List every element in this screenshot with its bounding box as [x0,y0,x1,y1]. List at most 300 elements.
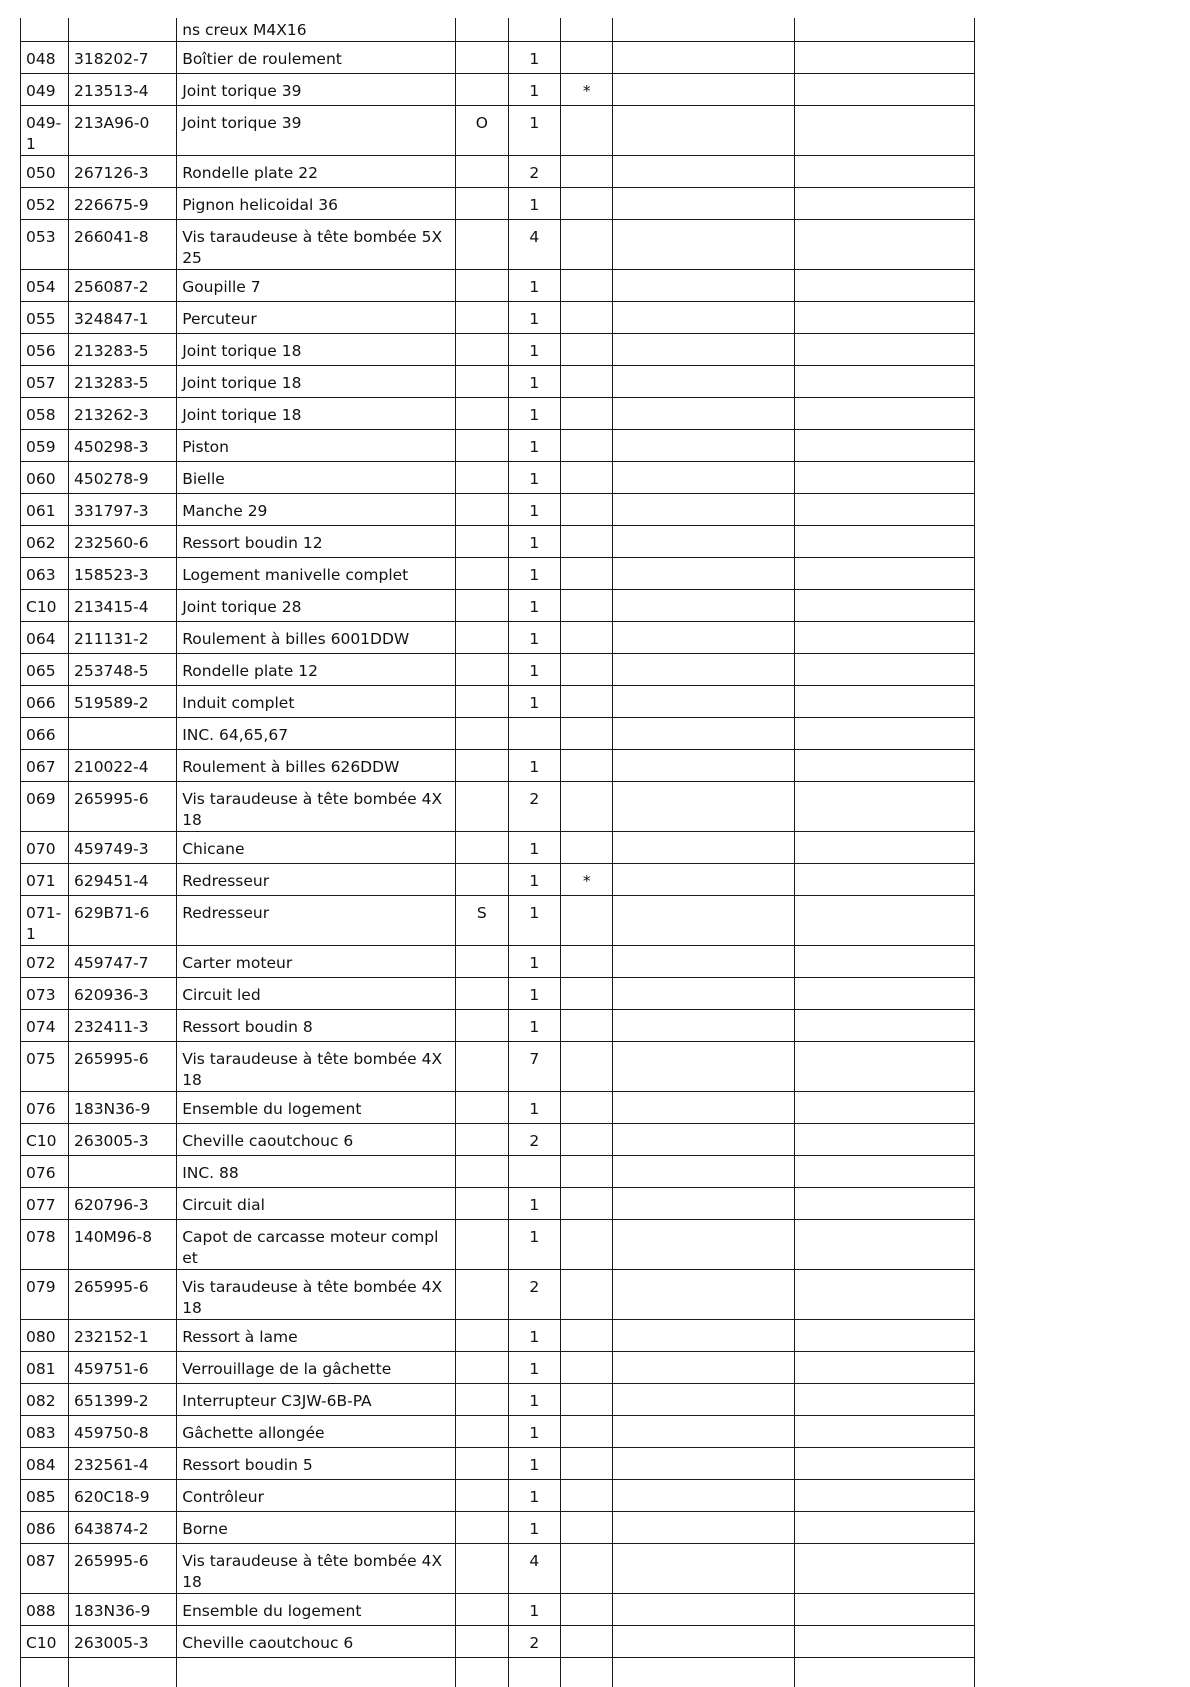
part-number-cell: 265995-6 [68,1042,176,1092]
item-number-cell: 072 [21,946,69,978]
empty-cell [613,526,795,558]
note-cell [456,494,508,526]
note-cell [456,430,508,462]
mark-cell [561,896,613,946]
item-number-cell: 073 [21,978,69,1010]
description-cell: Ressort boudin 8 [177,1010,456,1042]
empty-cell [795,1124,975,1156]
empty-cell [613,1156,795,1188]
quantity-cell: 1 [508,1384,560,1416]
description-cell: Joint torique 39 [177,106,456,156]
mark-cell [561,1270,613,1320]
empty-cell [613,832,795,864]
quantity-cell: 1 [508,622,560,654]
description-cell: Chicane [177,832,456,864]
description-cell: Rondelle plate 12 [177,654,456,686]
empty-cell [795,430,975,462]
quantity-cell: 1 [508,494,560,526]
part-number-cell: 211131-2 [68,622,176,654]
mark-cell [561,750,613,782]
note-cell: S [456,896,508,946]
note-cell [456,1188,508,1220]
mark-cell [561,1626,613,1658]
mark-cell: * [561,864,613,896]
empty-cell [795,366,975,398]
item-number-cell: 066 [21,718,69,750]
note-cell [456,188,508,220]
note-cell [456,42,508,74]
part-number-cell: 232152-1 [68,1320,176,1352]
description-cell: Ressort à lame [177,1320,456,1352]
quantity-cell: 1 [508,430,560,462]
description-cell: ns creux M4X16 [177,18,456,42]
quantity-cell: 4 [508,1544,560,1594]
item-number-cell: C10 [21,590,69,622]
description-cell: Piston [177,430,456,462]
item-number-cell: 062 [21,526,69,558]
quantity-cell: 1 [508,42,560,74]
mark-cell [561,1156,613,1188]
empty-cell [613,430,795,462]
empty-cell [613,978,795,1010]
empty-cell [613,398,795,430]
part-number-cell: 265995-6 [68,782,176,832]
empty-cell [795,1448,975,1480]
empty-cell [795,718,975,750]
part-number-cell: 232560-6 [68,526,176,558]
item-number-cell: 063 [21,558,69,590]
description-cell: Logement manivelle complet [177,558,456,590]
empty-cell [613,946,795,978]
description-cell: Bielle [177,462,456,494]
empty-cell [795,18,975,42]
item-number-cell: 049 [21,74,69,106]
mark-cell [561,1384,613,1416]
item-number-cell: 071-1 [21,896,69,946]
note-cell [456,1448,508,1480]
empty-cell [613,1270,795,1320]
empty-cell [613,494,795,526]
part-number-cell: 318202-7 [68,42,176,74]
empty-cell [613,864,795,896]
note-cell [456,220,508,270]
mark-cell [561,832,613,864]
item-number-cell: 053 [21,220,69,270]
quantity-cell: 1 [508,686,560,718]
item-number-cell: 075 [21,1042,69,1092]
table-row [21,42,975,74]
note-cell [456,1480,508,1512]
item-number-cell: C10 [21,1124,69,1156]
part-number-cell: 459750-8 [68,1416,176,1448]
note-cell [456,526,508,558]
quantity-cell: 1 [508,1320,560,1352]
empty-cell [795,1512,975,1544]
empty-cell [613,334,795,366]
note-cell [456,1220,508,1270]
empty-cell [613,750,795,782]
mark-cell [561,1010,613,1042]
note-cell [456,1352,508,1384]
quantity-cell: 1 [508,1512,560,1544]
mark-cell [561,686,613,718]
mark-cell [561,1352,613,1384]
description-cell: Verrouillage de la gâchette [177,1352,456,1384]
quantity-cell: 1 [508,832,560,864]
description-cell: Percuteur [177,302,456,334]
description-cell: Gâchette allongée [177,1416,456,1448]
description-cell: Joint torique 18 [177,334,456,366]
empty-cell [795,1480,975,1512]
description-cell: Capot de carcasse moteur compl et [177,1220,456,1270]
table-row [21,334,975,366]
empty-cell [613,1352,795,1384]
mark-cell [561,494,613,526]
empty-cell [795,864,975,896]
item-number-cell: 057 [21,366,69,398]
description-cell: INC. 64,65,67 [177,718,456,750]
table-row [21,1544,975,1594]
description-cell: Joint torique 18 [177,366,456,398]
table-row [21,74,975,106]
quantity-cell: 2 [508,1270,560,1320]
quantity-cell: 2 [508,156,560,188]
description-cell: Vis taraudeuse à tête bombée 4X 18 [177,1270,456,1320]
mark-cell [561,946,613,978]
quantity-cell [508,718,560,750]
mark-cell [561,462,613,494]
note-cell [456,398,508,430]
quantity-cell: 1 [508,270,560,302]
note-cell [456,462,508,494]
part-number-cell: 253748-5 [68,654,176,686]
description-cell: Pignon helicoidal 36 [177,188,456,220]
description-cell: Joint torique 18 [177,398,456,430]
item-number-cell: 058 [21,398,69,430]
table-row [21,1188,975,1220]
note-cell [456,1320,508,1352]
mark-cell [561,1220,613,1270]
empty-cell [795,1626,975,1658]
note-cell [456,1416,508,1448]
empty-cell [613,1416,795,1448]
description-cell: Cheville caoutchouc 6 [177,1124,456,1156]
note-cell [456,1270,508,1320]
item-number-cell: 079 [21,1270,69,1320]
quantity-cell: 1 [508,978,560,1010]
part-number-cell: 629B71-6 [68,896,176,946]
mark-cell [561,156,613,188]
mark-cell [561,1448,613,1480]
quantity-cell: 1 [508,896,560,946]
part-number-cell: 213283-5 [68,366,176,398]
quantity-cell: 1 [508,1352,560,1384]
description-cell: Borne [177,1512,456,1544]
note-cell [456,1010,508,1042]
item-number-cell: 065 [21,654,69,686]
item-number-cell: 081 [21,1352,69,1384]
part-number-cell: 331797-3 [68,494,176,526]
item-number-cell: 087 [21,1544,69,1594]
table-row [21,864,975,896]
mark-cell [561,1416,613,1448]
quantity-cell: 1 [508,526,560,558]
table-row [21,366,975,398]
description-cell: Contrôleur [177,1480,456,1512]
description-cell: Interrupteur C3JW-6B-PA [177,1384,456,1416]
quantity-cell [508,18,560,42]
item-number-cell: 060 [21,462,69,494]
part-number-cell: 629451-4 [68,864,176,896]
table-row [21,622,975,654]
description-cell: Vis taraudeuse à tête bombée 4X 18 [177,782,456,832]
part-number-cell: 232561-4 [68,1448,176,1480]
description-cell: Vis taraudeuse à tête bombée 4X 18 [177,1544,456,1594]
table-row [21,270,975,302]
description-cell: Ensemble du logement [177,1092,456,1124]
quantity-cell: 2 [508,1626,560,1658]
table-row [21,718,975,750]
note-cell [456,590,508,622]
part-number-cell: 256087-2 [68,270,176,302]
empty-cell [613,366,795,398]
empty-cell [795,270,975,302]
mark-cell [561,302,613,334]
item-number-cell: 082 [21,1384,69,1416]
note-cell [456,946,508,978]
description-cell: Joint torique 39 [177,74,456,106]
empty-cell [613,1124,795,1156]
part-number-cell: 213A96-0 [68,106,176,156]
mark-cell [561,654,613,686]
empty-cell [613,302,795,334]
item-number-cell [21,18,69,42]
quantity-cell: 1 [508,1480,560,1512]
quantity-cell: 1 [508,334,560,366]
item-number-cell: 070 [21,832,69,864]
mark-cell [561,1594,613,1626]
empty-cell [795,526,975,558]
item-number-cell: 069 [21,782,69,832]
table-row [21,558,975,590]
item-number-cell: 064 [21,622,69,654]
table-row [21,1352,975,1384]
note-cell [456,864,508,896]
mark-cell [561,106,613,156]
empty-cell [795,106,975,156]
table-row [21,106,975,156]
table-row [21,654,975,686]
table-row [21,1010,975,1042]
item-number-cell: 066 [21,686,69,718]
table-row [21,590,975,622]
description-cell: Carter moteur [177,946,456,978]
description-cell: Circuit led [177,978,456,1010]
empty-cell [795,42,975,74]
table-row [21,1384,975,1416]
empty-cell [795,896,975,946]
mark-cell [561,590,613,622]
empty-cell [795,750,975,782]
note-cell [456,718,508,750]
description-cell: Vis taraudeuse à tête bombée 5X 25 [177,220,456,270]
note-cell [456,782,508,832]
part-number-cell: 263005-3 [68,1124,176,1156]
empty-cell [613,106,795,156]
empty-cell [795,1156,975,1188]
part-number-cell: 620936-3 [68,978,176,1010]
table-row [21,750,975,782]
empty-cell [795,654,975,686]
table-row [21,1124,975,1156]
empty-cell [613,188,795,220]
empty-cell [795,1384,975,1416]
note-cell [456,334,508,366]
table-row [21,302,975,334]
part-number-cell: 158523-3 [68,558,176,590]
quantity-cell: 1 [508,590,560,622]
table-row [21,156,975,188]
empty-cell [613,18,795,42]
quantity-cell: 1 [508,302,560,334]
empty-cell [795,686,975,718]
quantity-cell: 4 [508,220,560,270]
quantity-cell: 1 [508,366,560,398]
table-row [21,1320,975,1352]
description-cell: Roulement à billes 6001DDW [177,622,456,654]
table-row [21,1480,975,1512]
part-number-cell: 210022-4 [68,750,176,782]
note-cell [456,558,508,590]
quantity-cell: 1 [508,1448,560,1480]
table-row [21,526,975,558]
note-cell [456,1512,508,1544]
part-number-cell: 450278-9 [68,462,176,494]
table-row [21,782,975,832]
item-number-cell: 085 [21,1480,69,1512]
empty-cell [613,1544,795,1594]
mark-cell [561,1512,613,1544]
empty-cell [613,622,795,654]
quantity-cell: 1 [508,1188,560,1220]
quantity-cell: 1 [508,750,560,782]
empty-cell [795,1320,975,1352]
part-number-cell: 519589-2 [68,686,176,718]
mark-cell [561,42,613,74]
item-number-cell: 056 [21,334,69,366]
parts-table [20,18,975,1687]
quantity-cell: 2 [508,782,560,832]
note-cell [456,1594,508,1626]
description-cell: Boîtier de roulement [177,42,456,74]
item-number-cell: 049-1 [21,106,69,156]
item-number-cell: 067 [21,750,69,782]
empty-cell [795,1352,975,1384]
empty-cell [613,1448,795,1480]
empty-cell [613,1188,795,1220]
empty-cell [613,1320,795,1352]
table-row [21,18,975,42]
quantity-cell [508,1156,560,1188]
part-number-cell: 263005-3 [68,1626,176,1658]
mark-cell [561,1092,613,1124]
empty-cell [613,42,795,74]
part-number-cell: 183N36-9 [68,1092,176,1124]
part-number-cell: 324847-1 [68,302,176,334]
part-number-cell [68,718,176,750]
table-row [21,946,975,978]
part-number-cell [68,1156,176,1188]
mark-cell [561,1480,613,1512]
quantity-cell: 1 [508,946,560,978]
description-cell: INC. 88 [177,1156,456,1188]
note-cell [456,1544,508,1594]
note-cell [456,18,508,42]
empty-cell [613,1220,795,1270]
quantity-cell: 1 [508,654,560,686]
item-number-cell: 054 [21,270,69,302]
mark-cell [561,188,613,220]
mark-cell [561,1042,613,1092]
empty-cell [613,1042,795,1092]
mark-cell [561,18,613,42]
quantity-cell: 1 [508,106,560,156]
quantity-cell: 1 [508,1010,560,1042]
note-cell [456,686,508,718]
table-row [21,1512,975,1544]
table-row [21,1092,975,1124]
note-cell [456,832,508,864]
note-cell [456,1626,508,1658]
part-number-cell: 450298-3 [68,430,176,462]
empty-cell [795,398,975,430]
part-number-cell: 183N36-9 [68,1594,176,1626]
empty-cell [795,1092,975,1124]
table-row [21,220,975,270]
table-row [21,1042,975,1092]
item-number-cell: 050 [21,156,69,188]
empty-cell [795,1594,975,1626]
description-cell: Ensemble du logement [177,1594,456,1626]
item-number-cell: 074 [21,1010,69,1042]
note-cell [456,750,508,782]
description-cell: Roulement à billes 626DDW [177,750,456,782]
empty-cell [613,1092,795,1124]
table-row [21,1220,975,1270]
part-number-cell: 213513-4 [68,74,176,106]
description-cell: Ressort boudin 12 [177,526,456,558]
mark-cell [561,622,613,654]
item-number-cell: C10 [21,1626,69,1658]
item-number-cell: 088 [21,1594,69,1626]
description-cell: Induit complet [177,686,456,718]
table-row [21,832,975,864]
item-number-cell: 080 [21,1320,69,1352]
empty-cell [795,302,975,334]
quantity-cell: 2 [508,1124,560,1156]
quantity-cell: 1 [508,1416,560,1448]
mark-cell [561,558,613,590]
table-row [21,1156,975,1188]
item-number-cell: 086 [21,1512,69,1544]
mark-cell [561,334,613,366]
part-number-cell: 643874-2 [68,1512,176,1544]
note-cell [456,270,508,302]
empty-cell [795,1220,975,1270]
empty-cell [613,782,795,832]
empty-cell [613,1010,795,1042]
description-cell: Rondelle plate 22 [177,156,456,188]
